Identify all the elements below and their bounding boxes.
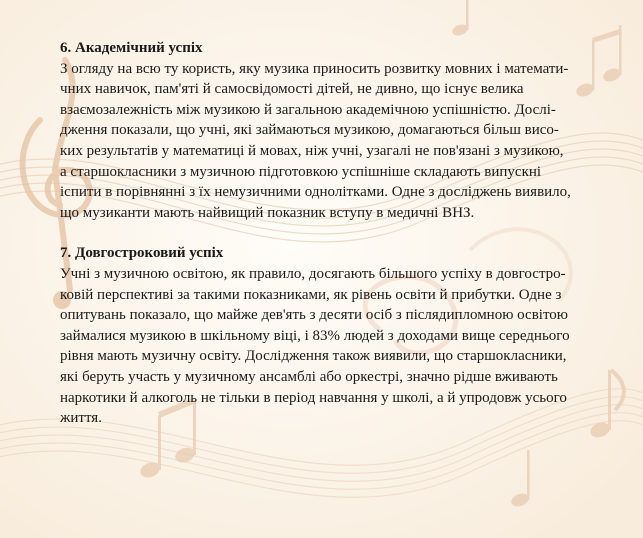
section-heading-long-term-success: 7. Довгостроковий успіх (60, 245, 224, 262)
text-line: чних навичок, пам'яті й самосвідомості дітей, не дивно, що існує велика (60, 81, 524, 98)
text-line: ких результатів у математиці й мовах, ніж учні, узагалі не пов'язані з музикою, (60, 142, 564, 159)
text-line: а старшокласники з музичною підготовкою успішніше складають випускні (60, 163, 542, 180)
text-line: ковій перспективі за такими показниками, як рівень освіти й прибутки. Одне з (60, 286, 562, 303)
section-paragraph-academic-success (60, 59, 583, 224)
text-line: наркотики й алкоголь не тільки в період навчання у школі, а й упродовж усього (60, 389, 567, 406)
text-line: іспити в порівнянні з їх немузичними однолітками. Одне з досліджень виявило, (60, 184, 571, 201)
text-line: що музиканти мають найвищий показник вступу в медичні ВНЗ. (60, 204, 475, 221)
text-line: дження показали, що учні, які займаються музикою, домагаються більш висо- (60, 122, 559, 139)
text-line: рівня мають музичну освіту. Дослідження також виявили, що старшокласники, (60, 348, 567, 365)
text-line: займалися музикою в шкільному віці, і 83% людей з доходами вище середнього (60, 327, 570, 344)
text-line: взаємозалежність між музикою й загальною академічною успішністю. Дослі- (60, 101, 556, 118)
text-line: З огляду на всю ту користь, яку музика приносить розвитку мовних і математи- (60, 60, 569, 77)
section-spacer (60, 223, 583, 243)
text-line: життя. (60, 410, 102, 427)
section-heading-academic-success: 6. Академічний успіх (60, 40, 203, 56)
text-line: Учні з музичною освітою, як правило, досягають більшого успіху в довгостро- (60, 265, 566, 282)
text-line: які беруть участь у музичному ансамблі або оркестрі, значно рідше вживають (60, 368, 558, 385)
article-body (60, 38, 583, 429)
text-line: опитувань показало, що майже дев'ять з десяти осіб з післядипломною освітою (60, 307, 569, 324)
section-paragraph-long-term-success (60, 264, 583, 429)
